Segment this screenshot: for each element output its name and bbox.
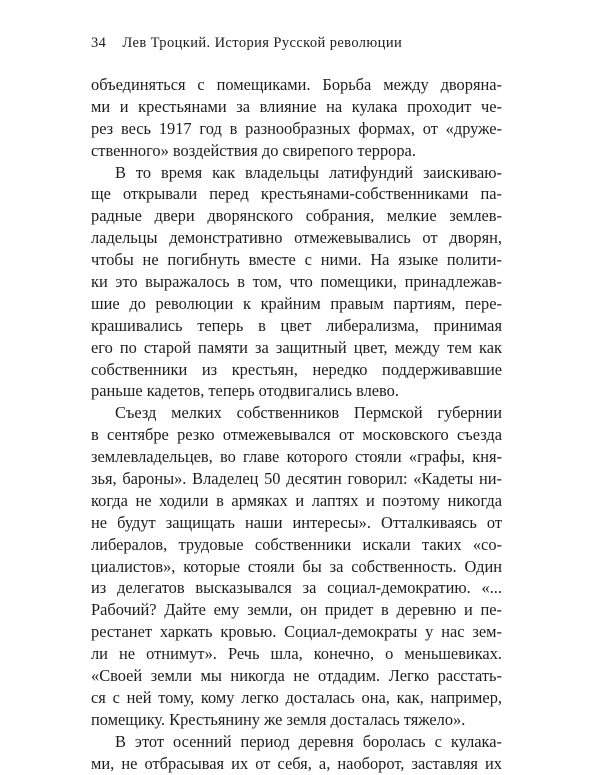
text-line: рез весь 1917 год в разнообразных формах, от «друже- bbox=[91, 118, 502, 138]
text-line: из делегатов высказывался за социал-демократию. «... bbox=[91, 578, 502, 598]
page-number: 34 bbox=[91, 35, 107, 51]
running-head bbox=[91, 35, 402, 52]
text-line: В то время как владельцы латифундий заискиваю- bbox=[115, 162, 502, 182]
text-line: рестанет харкать кровью. Социал-демократы у нас зем- bbox=[91, 622, 502, 642]
text-line: ся с ней тому, кому легко досталась она, как, например, bbox=[91, 687, 502, 707]
text-line: крашивались теперь в цвет либерализма, принимая bbox=[91, 315, 502, 335]
text-line: чтобы не погибнуть вместе с ними. На языке полити- bbox=[91, 250, 502, 270]
text-line: «Своей земли мы никогда не отдадим. Легко расстать- bbox=[91, 666, 502, 686]
text-line: ки это выражалось в том, что помещики, принадлежав- bbox=[91, 272, 502, 292]
text-line: помещику. Крестьянину же земля досталась тяжело». bbox=[91, 709, 466, 729]
text-line: ственного» воздействия до свирепого террора. bbox=[91, 140, 416, 160]
text-line: ми, не отбрасывая их от себя, а, наоборот, заставляя их bbox=[91, 753, 502, 773]
text-line: землевладельцев, во главе которого стояли «графы, кня- bbox=[91, 447, 502, 467]
text-line: В этот осенний период деревня боролась с кулака- bbox=[115, 731, 502, 751]
body-text bbox=[91, 74, 502, 775]
text-line: шие до революции к крайним правым партиям, пере- bbox=[91, 293, 502, 313]
text-line: объединяться с помещиками. Борьба между дворяна- bbox=[91, 75, 502, 94]
text-line: его по старой памяти за защитный цвет, между тем как bbox=[91, 337, 502, 357]
text-line: раньше кадетов, теперь отодвигались влево. bbox=[91, 381, 399, 401]
text-line: когда не ходили в армяках и лаптях и поэтому никогда bbox=[91, 490, 502, 510]
text-line: Съезд мелких собственников Пермской губернии bbox=[115, 403, 502, 423]
text-line: либералов, трудовые собственники искали таких «со- bbox=[91, 534, 502, 554]
text-line: Рабочий? Дайте ему земли, он придет в деревню и пе- bbox=[91, 600, 502, 620]
running-title: Лев Троцкий. История Русской революции bbox=[122, 35, 403, 51]
text-line: радные двери дворянского собрания, мелкие землев- bbox=[91, 206, 502, 226]
text-line: циалистов», которые стояли бы за собственность. Один bbox=[91, 556, 502, 576]
text-line: в сентябре резко отмежевывался от московского съезда bbox=[91, 425, 502, 445]
text-line: ладельцы демонстративно отмежевывались от дворян, bbox=[91, 228, 502, 248]
text-line: не будут защищать наши интересы». Отталкиваясь от bbox=[91, 512, 502, 532]
text-line: ли не отнимут». Речь шла, конечно, о меньшевиках. bbox=[91, 644, 502, 664]
text-line: ще открывали перед крестьянами-собственниками па- bbox=[91, 184, 502, 204]
text-line: ми и крестьянами за влияние на кулака проходит че- bbox=[91, 96, 502, 116]
text-line: зья, бароны». Владелец 50 десятин говорил: «Кадеты ни- bbox=[91, 469, 502, 489]
text-line: собственники из крестьян, нередко поддерживавшие bbox=[91, 359, 502, 379]
